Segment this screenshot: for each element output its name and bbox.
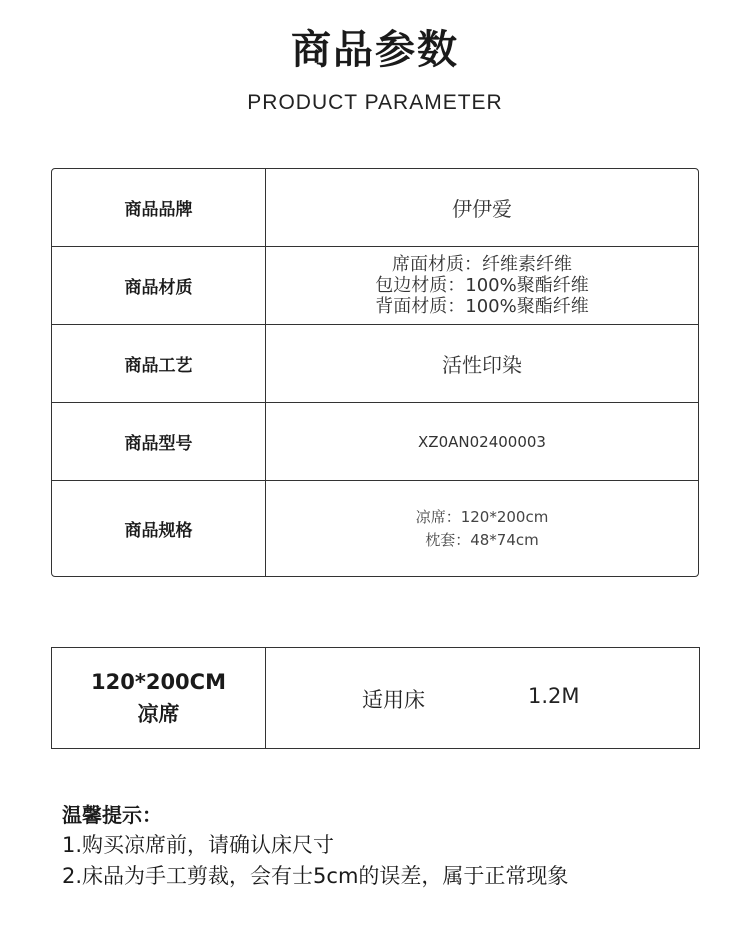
brand-value: 伊伊爱 [452, 197, 512, 221]
table-row-spec [52, 481, 698, 576]
size-product-name: 凉席 [137, 702, 180, 726]
tip-line-1: 1.购买凉席前，请确认床尺寸 [62, 833, 335, 857]
material-line-back: 背面材质：100%聚酯纤维 [375, 296, 589, 317]
material-label: 商品材质 [52, 247, 266, 324]
model-label: 商品型号 [52, 403, 266, 480]
material-value-cell [266, 247, 698, 324]
page-subtitle: PRODUCT PARAMETER [247, 91, 503, 114]
model-value: XZ0AN02400003 [418, 432, 546, 451]
bed-label: 适用床 [362, 688, 425, 712]
craft-value: 活性印染 [442, 353, 522, 377]
spec-line-mat: 凉席：120*200cm [415, 507, 549, 526]
material-line-edge: 包边材质：100%聚酯纤维 [375, 275, 589, 296]
table-row-brand [52, 169, 698, 247]
bed-value: 1.2M [528, 684, 580, 708]
spec-value-cell [266, 481, 698, 576]
tips-title: 温馨提示： [62, 803, 162, 827]
table-row-model [52, 403, 698, 481]
table-row-craft [52, 325, 698, 403]
material-line-face: 席面材质：纤维素纤维 [392, 254, 572, 275]
size-value: 120*200CM [91, 670, 226, 694]
size-cell [52, 648, 266, 748]
tip-line-2: 2.床品为手工剪裁，会有士5cm的误差，属于正常现象 [62, 864, 569, 888]
model-value-cell [266, 403, 698, 480]
size-box [51, 647, 700, 749]
page-title: 商品参数 [291, 27, 459, 73]
craft-label: 商品工艺 [52, 325, 266, 402]
bed-cell [266, 648, 699, 748]
craft-value-cell [266, 325, 698, 402]
brand-value-cell [266, 169, 698, 246]
spec-label: 商品规格 [52, 481, 266, 576]
parameter-table [51, 168, 699, 577]
tips-section [62, 800, 702, 892]
spec-line-pillow: 枕套：48*74cm [425, 530, 539, 549]
table-row-material [52, 247, 698, 325]
brand-label: 商品品牌 [52, 169, 266, 246]
